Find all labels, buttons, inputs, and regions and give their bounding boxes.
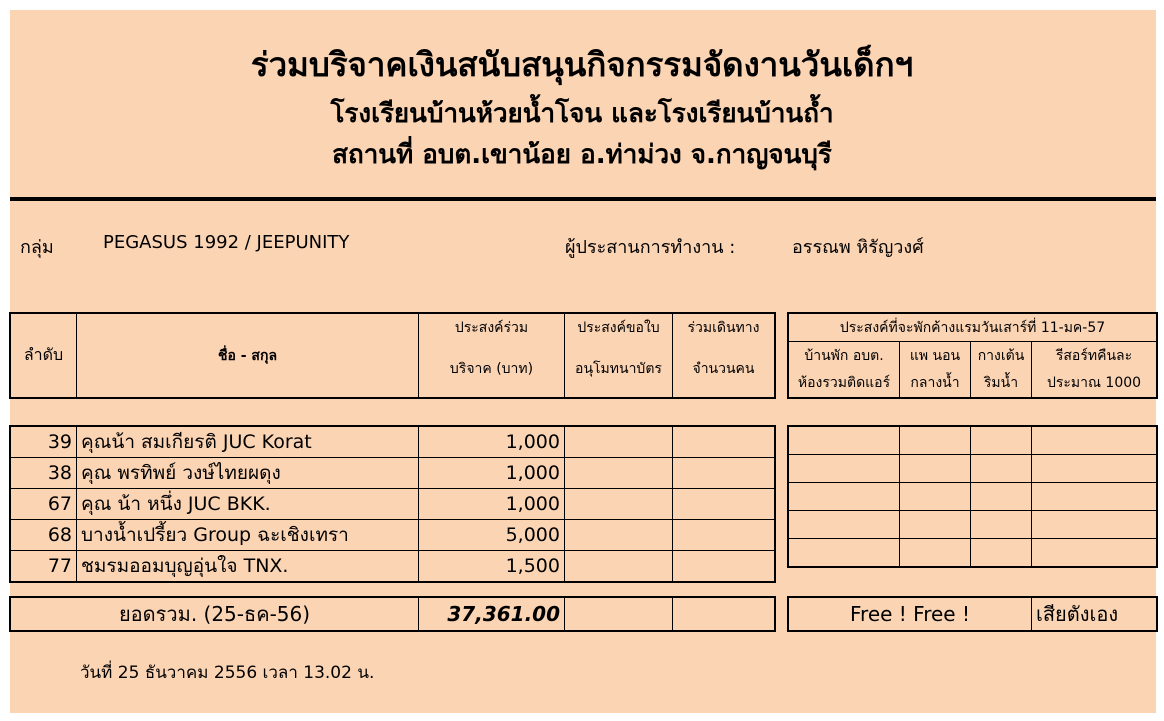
table-row [789,511,1157,539]
cell [971,539,1032,567]
total-card [565,598,673,631]
col-order-header: ลำดับ [11,314,77,398]
row-order: 67 [11,489,77,520]
row-amount: 1,000 [419,427,565,458]
total-value: 37,361.00 [419,598,565,631]
row-amount: 1,000 [419,458,565,489]
page-title: ร่วมบริจาคเงินสนับสนุนกิจกรรมจัดงานวันเด็กฯ [250,45,914,84]
row-travel [673,427,775,458]
row-travel [673,489,775,520]
row-name: คุณ พรทิพย์ วงษ์ไทยผดุง [77,458,419,489]
cell [900,483,971,511]
col-card-header-2: อนุโมทนาบัตร [565,342,673,398]
table-row [789,427,1157,455]
coordinator-label: ผู้ประสานการทำงาน : [565,237,736,258]
col-d-header-2: ประมาณ 1000 [1032,370,1157,398]
col-c-header-1: กางเต้น [971,342,1032,370]
lodging-group-header: ประสงค์ที่จะพักค้างแรมวันเสาร์ที่ 11-มค-57 [789,314,1157,342]
timestamp: วันที่ 25 ธันวาคม 2556 เวลา 13.02 น. [80,663,375,683]
paid-note: เสียตังเอง [1032,598,1157,631]
row-name: คุณน้า สมเกียรติ JUC Korat [77,427,419,458]
row-name: บางน้ำเปรี้ยว Group ฉะเชิงเทรา [77,520,419,551]
cell [789,539,900,567]
table-row [789,539,1157,567]
cell [789,455,900,483]
row-order: 39 [11,427,77,458]
cell [971,483,1032,511]
row-card [565,427,673,458]
cell [789,427,900,455]
col-donate-header-2: บริจาค (บาท) [419,342,565,398]
row-travel [673,551,775,582]
donors-table [10,426,775,582]
table-row [11,551,775,582]
row-amount: 1,000 [419,489,565,520]
col-a-header-1: บ้านพัก อบต. [789,342,900,370]
left-header-table [10,313,775,398]
row-order: 68 [11,520,77,551]
cell [789,483,900,511]
row-travel [673,520,775,551]
col-b-header-2: กลางน้ำ [900,370,971,398]
cell [1032,427,1157,455]
cell [1032,539,1157,567]
location-subtitle: สถานที่ อบต.เขาน้อย อ.ท่าม่วง จ.กาญจนบุรี [332,140,832,170]
cell [1032,511,1157,539]
row-card [565,520,673,551]
table-row [789,483,1157,511]
total-travel [673,598,775,631]
row-travel [673,458,775,489]
col-donate-header-1: ประสงค์ร่วม [419,314,565,342]
free-note: Free ! Free ! [789,598,1032,631]
cell [900,455,971,483]
col-b-header-1: แพ นอน [900,342,971,370]
right-header-table [788,313,1157,398]
header-divider [10,197,1156,201]
cell [900,539,971,567]
lodging-table [788,426,1157,567]
col-travel-header-1: ร่วมเดินทาง [673,314,775,342]
table-row [11,520,775,551]
col-name-header: ชื่อ - สกุล [77,314,419,398]
row-card [565,458,673,489]
schools-subtitle: โรงเรียนบ้านห้วยน้ำโจน และโรงเรียนบ้านถ้ำ [330,99,834,129]
cell [1032,455,1157,483]
row-amount: 1,500 [419,551,565,582]
cell [1032,483,1157,511]
row-order: 38 [11,458,77,489]
total-table [10,597,775,631]
table-row [789,455,1157,483]
lodging-total-table [788,597,1157,631]
cell [900,511,971,539]
group-value: PEGASUS 1992 / JEEPUNITY [103,232,350,253]
cell [900,427,971,455]
table-row [11,489,775,520]
row-card [565,489,673,520]
col-c-header-2: ริมน้ำ [971,370,1032,398]
cell [789,511,900,539]
row-order: 77 [11,551,77,582]
col-card-header-1: ประสงค์ขอใบ [565,314,673,342]
table-row [11,458,775,489]
row-name: ชมรมออมบุญอุ่นใจ TNX. [77,551,419,582]
col-d-header-1: รีสอร์ทคืนละ [1032,342,1157,370]
cell [971,511,1032,539]
coordinator-value: อรรณพ หิรัญวงศ์ [792,237,924,258]
col-a-header-2: ห้องรวมติดแอร์ [789,370,900,398]
table-row [11,427,775,458]
col-travel-header-2: จำนวนคน [673,342,775,398]
row-amount: 5,000 [419,520,565,551]
cell [971,455,1032,483]
total-label: ยอดรวม. (25-ธค-56) [11,598,419,631]
row-card [565,551,673,582]
group-label: กลุ่ม [20,237,54,258]
row-name: คุณ น้า หนึ่ง JUC BKK. [77,489,419,520]
cell [971,427,1032,455]
